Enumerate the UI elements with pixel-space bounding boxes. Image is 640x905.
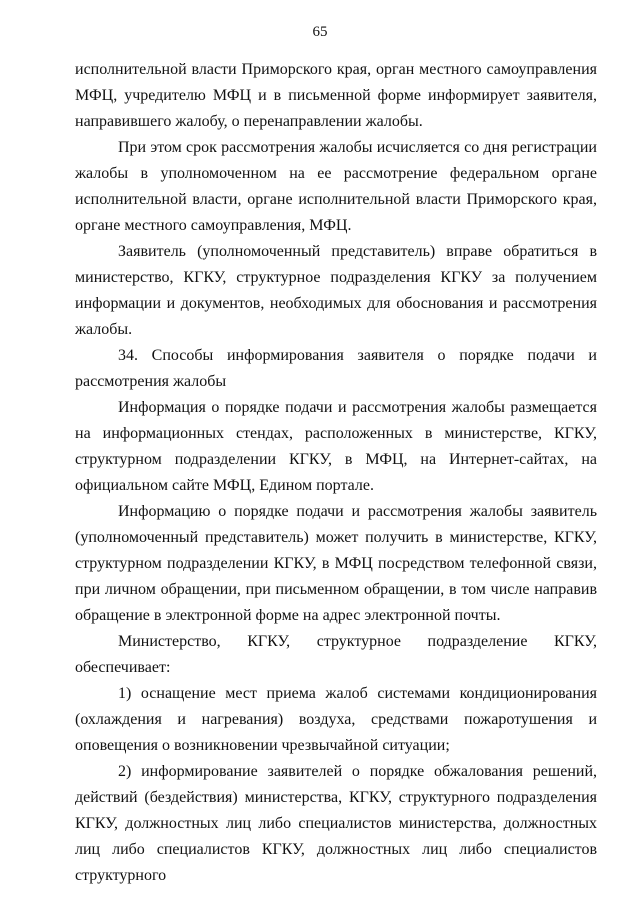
document-body [75, 57, 597, 889]
list-item-2: 2) информирование заявителей о порядке обжалования решений, действий (бездействия) министерства, КГКУ, структурного подразделения КГКУ, должностных лиц либо специалистов министерства, должностных лиц либо специалистов КГКУ, должностных лиц либо специалистов структурного [75, 763, 597, 884]
paragraph-info-placement: Информация о порядке подачи и рассмотрения жалобы размещается на информационных стендах, расположенных в министерстве, КГКУ, структурном подразделении КГКУ, в МФЦ, на Интернет-сайтах, на официальном сайте МФЦ, Едином портале. [75, 399, 597, 494]
list-item-1: 1) оснащение мест приема жалоб системами кондиционирования (охлаждения и нагревания) воздуха, средствами пожаротушения и оповещения о возникновении чрезвычайной ситуации; [75, 685, 597, 754]
section-heading-line-2: рассмотрения жалобы [75, 373, 227, 390]
paragraph-applicant-rights: Заявитель (уполномоченный представитель) вправе обратиться в министерство, КГКУ, структурное подразделения КГКУ за получением информации и документов, необходимых для обоснования и рассмотрения жалобы. [75, 243, 597, 338]
paragraph-review-period: При этом срок рассмотрения жалобы исчисляется со дня регистрации жалобы в уполномоченном на ее рассмотрение федеральном органе исполнительной власти, органе исполнительной власти Приморского края, органе местного самоуправления, МФЦ. [75, 139, 597, 234]
paragraph-continuation: исполнительной власти Приморского края, орган местного самоуправления МФЦ, учредителю МФЦ и в письменной форме информирует заявителя, направившего жалобу, о перенаправлении жалобы. [75, 61, 597, 130]
page-number: 65 [312, 24, 328, 40]
paragraph-info-channels: Информацию о порядке подачи и рассмотрения жалобы заявитель (уполномоченный представитель) может получить в министерстве, КГКУ, структурном подразделении КГКУ, в МФЦ посредством телефонной связи, при личном обращении, при письменном обращении, в том числе направив обращение в электронной форме на адрес электронной почты. [75, 503, 597, 624]
section-heading-line-1: 34. Способы информирования заявителя о порядке подачи и [118, 347, 597, 364]
paragraph-ministry-ensures: Министерство, КГКУ, структурное подразделение КГКУ, обеспечивает: [75, 633, 597, 676]
